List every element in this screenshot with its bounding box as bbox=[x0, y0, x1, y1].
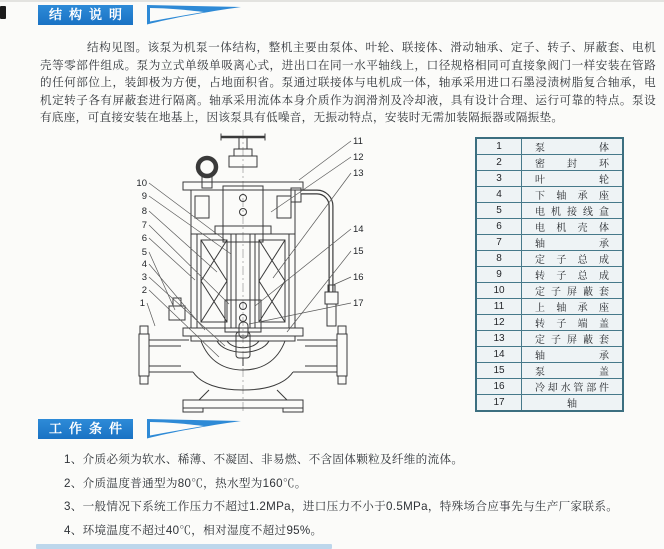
table-row bbox=[476, 299, 623, 315]
callout-2: 2 bbox=[141, 285, 147, 296]
table-row bbox=[476, 138, 623, 155]
callout-3: 3 bbox=[141, 272, 147, 283]
callout-10: 10 bbox=[136, 178, 147, 189]
part-name: 泵 体 bbox=[535, 143, 609, 154]
table-row bbox=[476, 363, 623, 379]
part-name: 轴 bbox=[567, 399, 577, 410]
callout-9: 9 bbox=[141, 191, 147, 202]
banner-swoosh-decoration bbox=[144, 419, 244, 439]
table-row bbox=[476, 187, 623, 203]
callout-14: 14 bbox=[353, 224, 364, 235]
part-number: 13 bbox=[476, 331, 522, 347]
table-row bbox=[476, 331, 623, 347]
scan-top-edge bbox=[0, 0, 664, 2]
part-number: 11 bbox=[476, 299, 522, 315]
part-name: 电 机 接 线 盒 bbox=[535, 207, 609, 218]
parts-table bbox=[475, 137, 624, 412]
callout-17: 17 bbox=[353, 298, 364, 309]
banner-swoosh-decoration bbox=[144, 5, 244, 25]
discharge-flange bbox=[337, 326, 347, 384]
callout-13: 13 bbox=[353, 168, 364, 179]
part-number: 14 bbox=[476, 347, 522, 363]
working-conditions-list bbox=[64, 452, 656, 546]
table-row bbox=[476, 251, 623, 267]
callout-11: 11 bbox=[353, 136, 363, 147]
part-number: 10 bbox=[476, 283, 522, 299]
part-number: 17 bbox=[476, 395, 522, 412]
pump-cross-section-diagram bbox=[125, 130, 470, 415]
part-number: 6 bbox=[476, 219, 522, 235]
table-row bbox=[476, 395, 623, 412]
part-number: 12 bbox=[476, 315, 522, 331]
part-name: 叶 轮 bbox=[535, 175, 609, 186]
part-number: 4 bbox=[476, 187, 522, 203]
part-name: 定 子 屏 蔽 套 bbox=[535, 335, 609, 346]
structure-section-title: 结构说明 bbox=[38, 5, 133, 25]
part-name: 冷 却 水 管 部 件 bbox=[535, 383, 609, 394]
table-row bbox=[476, 235, 623, 251]
callout-1: 1 bbox=[139, 298, 145, 309]
callout-leader-lines bbox=[147, 141, 351, 357]
working-conditions-banner bbox=[38, 419, 133, 439]
part-name: 电 机 壳 体 bbox=[535, 223, 609, 234]
part-name: 轴 承 bbox=[535, 239, 609, 250]
scan-corner-artifact bbox=[0, 6, 6, 19]
part-name: 下 轴 承 座 bbox=[535, 191, 609, 202]
part-name: 泵 盖 bbox=[535, 367, 609, 378]
callout-7: 7 bbox=[141, 220, 147, 231]
condition-item-1: 1、介质必须为软水、稀薄、不凝固、非易燃、不含固体颗粒及纤维的流体。 bbox=[64, 453, 464, 466]
part-number: 9 bbox=[476, 267, 522, 283]
table-row bbox=[476, 267, 623, 283]
part-name: 定 子 总 成 bbox=[535, 255, 609, 266]
condition-item-3: 3、一般情况下系统工作压力不超过1.2MPa，进口压力不小于0.5MPa，特殊场合应事先与生产厂家联系。 bbox=[64, 500, 619, 513]
lifting-eyebolt bbox=[198, 158, 216, 188]
suction-flange bbox=[139, 326, 149, 384]
part-number: 8 bbox=[476, 251, 522, 267]
part-name: 转 子 端 盖 bbox=[535, 319, 609, 330]
callout-6: 6 bbox=[141, 233, 147, 244]
condition-item-4: 4、环境温度不超过40℃，相对湿度不超过95%。 bbox=[64, 523, 323, 537]
callout-15: 15 bbox=[353, 246, 364, 257]
structure-section-banner bbox=[38, 5, 133, 25]
table-row bbox=[476, 171, 623, 187]
working-conditions-title: 工作条件 bbox=[38, 419, 133, 439]
callout-16: 16 bbox=[353, 272, 364, 283]
part-name: 轴 承 bbox=[535, 351, 609, 362]
callout-5: 5 bbox=[141, 247, 147, 258]
cooling-water-pipe bbox=[291, 188, 338, 326]
part-number: 2 bbox=[476, 155, 522, 171]
table-row bbox=[476, 155, 623, 171]
part-number: 7 bbox=[476, 235, 522, 251]
table-row bbox=[476, 219, 623, 235]
table-row bbox=[476, 347, 623, 363]
part-name: 密 封 环 bbox=[535, 159, 609, 170]
part-number: 5 bbox=[476, 203, 522, 219]
next-section-banner-edge bbox=[36, 544, 332, 549]
condition-item-2: 2、介质温度普通型为80℃，热水型为160℃。 bbox=[64, 476, 307, 490]
callout-12: 12 bbox=[353, 152, 364, 163]
part-number: 16 bbox=[476, 379, 522, 395]
table-row bbox=[476, 315, 623, 331]
callout-8: 8 bbox=[141, 206, 147, 217]
table-row bbox=[476, 283, 623, 299]
part-name: 上 轴 承 座 bbox=[535, 303, 609, 314]
table-row bbox=[476, 203, 623, 219]
part-number: 15 bbox=[476, 363, 522, 379]
part-name: 定 子 屏 蔽 套 bbox=[535, 287, 609, 298]
callout-4: 4 bbox=[141, 259, 147, 270]
structure-paragraph: 结构见图。该泵为机泵一体结构，整机主要由泵体、叶轮、联接体、滑动轴承、定子、转子、屏蔽套、电机壳等零部件组成。泵为立式单级单吸离心式，进出口在同一水平轴线上，口径规格相同可直接象阀门一样安装在管路的任何部位上，装卸极为方便，占地面积省。泵通过联接体与电机成一体，轴承采用进口石墨浸渍树脂复合轴承，电机定转子各有屏蔽套进行隔离。轴承采用流体本身介质作为润滑剂及冷却液，具有设计合理、运行可靠的特点。泵设有底座，可直接安装在地基上，因该泵具有低噪音，无振动特点，安装时无需加装隔振器或隔振垫。 bbox=[40, 41, 656, 125]
table-row bbox=[476, 379, 623, 395]
part-name: 转 子 总 成 bbox=[535, 271, 609, 282]
pump-diagram-drawing bbox=[125, 130, 470, 415]
part-number: 3 bbox=[476, 171, 522, 187]
part-number: 1 bbox=[476, 138, 522, 155]
